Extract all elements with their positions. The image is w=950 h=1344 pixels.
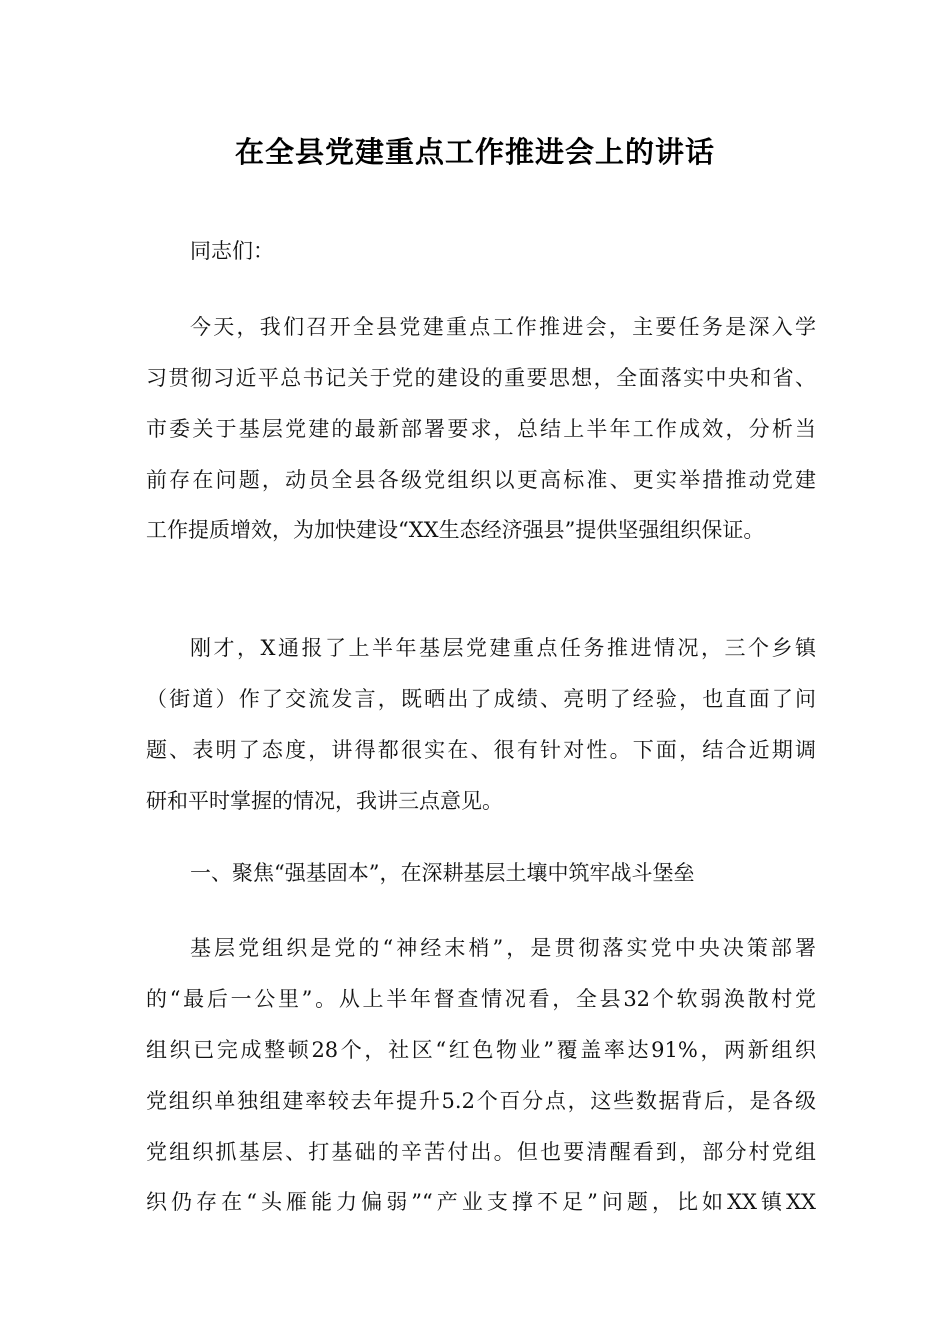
paragraph-line: 今天，我们召开全县党建重点工作推进会，主要任务是深入学	[190, 315, 816, 339]
paragraph-line: 前存在问题，动员全县各级党组织以更高标准、更实举措推动党建	[146, 468, 816, 492]
paragraph-line: （街道）作了交流发言，既晒出了成绩、亮明了经验，也直面了问	[146, 687, 816, 711]
paragraph-line: 题、表明了态度，讲得都很实在、很有针对性。下面，结合近期调	[146, 738, 816, 762]
paragraph-line: 的“最后一公里”。从上半年督查情况看，全县32个软弱涣散村党	[146, 987, 816, 1011]
paragraph-line: 工作提质增效，为加快建设“XX生态经济强县”提供坚强组织保证。	[146, 518, 765, 542]
paragraph-line: 织仍存在“头雁能力偏弱”“产业支撑不足”问题，比如XX镇XX	[146, 1190, 816, 1214]
paragraph-line: 党组织单独组建率较去年提升5.2个百分点，这些数据背后，是各级	[146, 1089, 816, 1113]
salutation: 同志们：	[190, 239, 274, 263]
paragraph-line: 研和平时掌握的情况，我讲三点意见。	[146, 789, 503, 813]
document-title: 在全县党建重点工作推进会上的讲话	[234, 135, 715, 169]
paragraph-line: 习贯彻习近平总书记关于党的建设的重要思想，全面落实中央和省、	[146, 366, 816, 390]
section-heading: 一、聚焦“强基固本”，在深耕基层土壤中筑牢战斗堡垒	[190, 861, 695, 885]
paragraph-line: 刚才，X通报了上半年基层党建重点任务推进情况，三个乡镇	[190, 636, 816, 660]
paragraph-line: 基层党组织是党的“神经末梢”，是贯彻落实党中央决策部署	[190, 936, 816, 960]
paragraph-line: 党组织抓基层、打基础的辛苦付出。但也要清醒看到，部分村党组	[146, 1140, 816, 1164]
paragraph-line: 组织已完成整顿28个，社区“红色物业”覆盖率达91%，两新组织	[146, 1038, 816, 1062]
paragraph-line: 市委关于基层党建的最新部署要求，总结上半年工作成效，分析当	[146, 417, 816, 441]
